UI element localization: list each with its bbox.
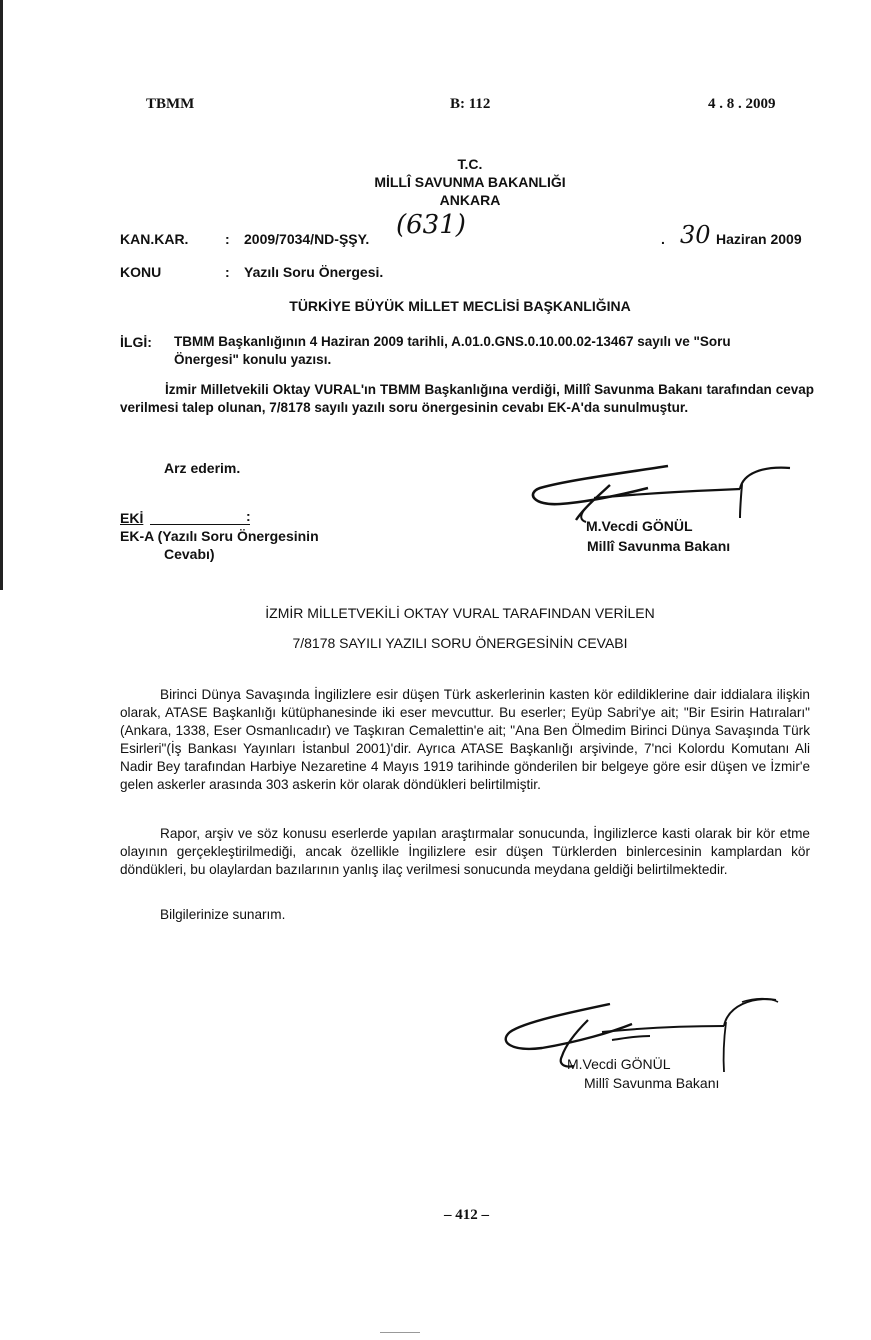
- attachments-colon: :: [246, 508, 251, 524]
- subject-label: KONU: [120, 264, 162, 280]
- answer-closing: Bilgilerinize sunarım.: [160, 907, 286, 922]
- attachments-rule: [150, 524, 250, 525]
- header-left: TBMM: [146, 96, 195, 112]
- letterhead-line1: T.C.: [457, 156, 483, 172]
- answer-paragraph-2: Rapor, arşiv ve söz konusu eserlerde yapılan araştırmalar sonucunda, İngilizlerce kasti olarak bir kör etme olayının gerçekleştirilmediği, ancak özellikle İngilizlere esir düşen Türklerden binlercesinin kamplardan kör döndükleri, bu olaylardan bazılarının yanlış ilaç verilmesi sonucunda meydana geldiği belirtilmektedir.: [120, 826, 810, 877]
- header-date: 4 . 8 . 2009: [708, 96, 776, 112]
- attachment-item-line2: Cevabı): [164, 546, 215, 562]
- ref-handwritten-number: (631): [396, 210, 466, 240]
- answer-title-line2: 7/8178 SAYILI YAZILI SORU ÖNERGESİNİN CEVABI: [292, 635, 628, 651]
- header-center: B: 112: [450, 96, 491, 112]
- addressee: TÜRKİYE BÜYÜK MİLLET MECLİSİ BAŞKANLIĞINA: [289, 298, 631, 314]
- cover-closing: Arz ederim.: [164, 460, 241, 476]
- attachment-item-line1: EK-A (Yazılı Soru Önergesinin: [120, 528, 319, 544]
- signature-2-name: M.Vecdi GÖNÜL: [567, 1056, 671, 1072]
- ref-label: KAN.KAR.: [120, 231, 189, 247]
- ilgi-label: İLGİ:: [120, 334, 152, 350]
- date-text: Haziran 2009: [716, 231, 802, 247]
- ref-colon: :: [225, 231, 230, 247]
- answer-paragraph-1: Birinci Dünya Savaşında İngilizlere esir düşen Türk askerlerinin kasten kör edildiklerine dair iddialara ilişkin olarak, ATASE Başkanlığı kütüphanesinde iki eser mevcuttur. Bu eserler; Eyüp Sabri'ye ait; "Bir Esirin Hatıraları" (Ankara, 1338, Eser Osmanlıcadır) ve Taşkıran Cemalettin'e ait; "Ana Ben Ölmedim Birinci Dünya Savaşında Türk Esirleri"(İş Bankası Yayınları İstanbul 2001)'dir. Ayrıca ATASE Başkanlığı arşivinde, 7'nci Kolordu Komutanı Ali Nadir Bey tarafından Harbiye Nezaretine 4 Mayıs 1919 tarihinde gönderilen bir belgeye göre esir düşen ve İzmir'e gelen askerler arasında 303 askerin kör olarak döndükleri belirtilmiştir.: [120, 687, 810, 792]
- date-handwritten-day: 30: [680, 221, 711, 249]
- ilgi-line2: Önergesi" konulu yazısı.: [174, 352, 332, 367]
- subject-colon: :: [225, 264, 230, 280]
- signature-1-name: M.Vecdi GÖNÜL: [586, 518, 693, 534]
- date-dot: .: [661, 231, 665, 247]
- bottom-edge-mark: [380, 1332, 420, 1333]
- ref-number: 2009/7034/ND-ŞŞY.: [244, 231, 370, 247]
- cover-letter-body: İzmir Milletvekili Oktay VURAL'ın TBMM Başkanlığına verdiği, Millî Savunma Bakanı tarafından cevap verilmesi talep olunan, 7/8178 sayılı yazılı soru önergesinin cevabı EK-A'da sunulmuştur.: [120, 382, 814, 415]
- letterhead-line3: ANKARA: [439, 192, 501, 208]
- attachments-label: EKİ: [120, 510, 144, 526]
- letterhead-line2: MİLLÎ SAVUNMA BAKANLIĞI: [374, 174, 566, 190]
- signature-1-title: Millî Savunma Bakanı: [587, 538, 731, 554]
- subject-value: Yazılı Soru Önergesi.: [244, 264, 384, 280]
- page-edge-line: [0, 0, 3, 590]
- page-number: – 412 –: [444, 1207, 489, 1223]
- signature-2-title: Millî Savunma Bakanı: [584, 1075, 720, 1091]
- answer-title-line1: İZMİR MİLLETVEKİLİ OKTAY VURAL TARAFINDAN VERİLEN: [265, 605, 655, 621]
- ilgi-line1: TBMM Başkanlığının 4 Haziran 2009 tarihli, A.01.0.GNS.0.10.00.02-13467 sayılı ve "Soru: [174, 334, 731, 349]
